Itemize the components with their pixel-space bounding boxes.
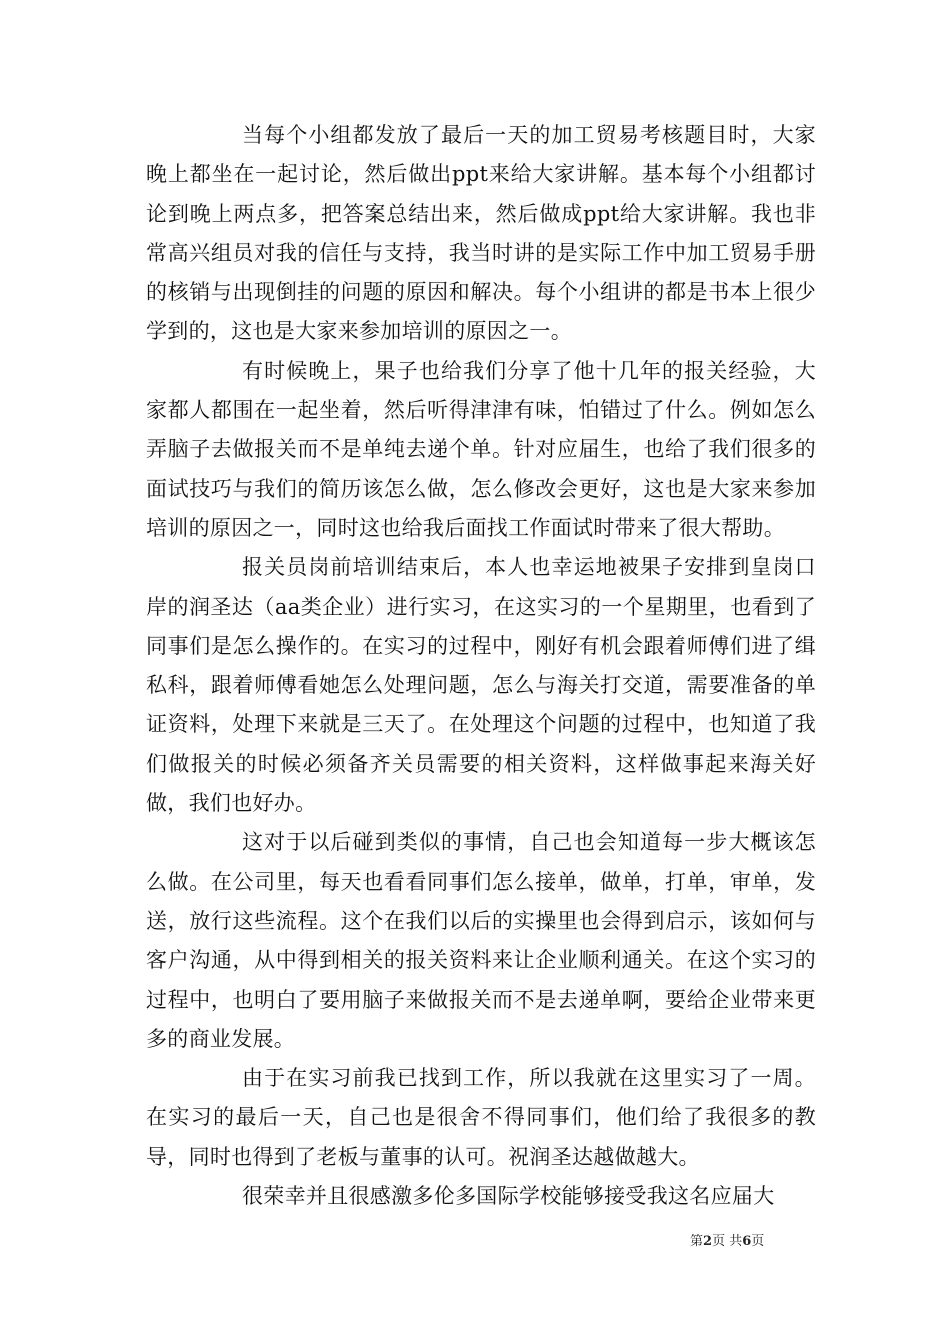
paragraph-3: 报关员岗前培训结束后，本人也幸运地被果子安排到皇岗口岸的润圣达（aa类企业）进行实习，在这实习的一个星期里，也看到了同事们是怎么操作的。在实习的过程中，刚好有机会跟着师傅们进了缉私科，跟着师傅看她怎么处理问题，怎么与海关打交道，需要准备的单证资料，处理下来就是三天了。在处理这个问题的过程中，也知道了我们做报关的时候必须备齐关员需要的相关资料，这样做事起来海关好做，我们也好办。: [146, 555, 816, 816]
paragraph-1: 当每个小组都发放了最后一天的加工贸易考核题目时，大家晚上都坐在一起讨论，然后做出ppt来给大家讲解。基本每个小组都讨论到晚上两点多，把答案总结出来，然后做成ppt给大家讲解。我也非常高兴组员对我的信任与支持，我当时讲的是实际工作中加工贸易手册的核销与出现倒挂的问题的原因和解决。每个小组讲的都是书本上很少学到的，这也是大家来参加培训的原因之一。: [146, 123, 816, 344]
footer-prefix: 第: [690, 1234, 704, 1249]
footer-suffix: 页: [751, 1234, 765, 1249]
footer-current-page: 2: [703, 1234, 713, 1249]
footer-total-pages: 6: [742, 1234, 752, 1249]
paragraph-4: 这对于以后碰到类似的事情，自己也会知道每一步大概该怎么做。在公司里，每天也看看同事们怎么接单，做单，打单，审单，发送，放行这些流程。这个在我们以后的实操里也会得到启示，该如何与客户沟通，从中得到相关的报关资料来让企业顺利通关。在这个实习的过程中，也明白了要用脑子来做报关而不是去递单啊，要给企业带来更多的商业发展。: [146, 830, 816, 1051]
paragraph-5: 由于在实习前我已找到工作，所以我就在这里实习了一周。在实习的最后一天，自己也是很舍不得同事们，他们给了我很多的教导，同时也得到了老板与董事的认可。祝润圣达越做越大。: [146, 1066, 816, 1169]
document-body: [146, 116, 816, 1216]
page-footer: [690, 1234, 820, 1250]
paragraph-6: 很荣幸并且很感激多伦多国际学校能够接受我这名应届大: [242, 1184, 775, 1209]
footer-middle: 页 共: [712, 1234, 743, 1249]
paragraph-2: 有时候晚上，果子也给我们分享了他十几年的报关经验，大家都人都围在一起坐着，然后听得津津有味，怕错过了什么。例如怎么弄脑子去做报关而不是单纯去递个单。针对应届生，也给了我们很多的面试技巧与我们的简历该怎么做，怎么修改会更好，这也是大家来参加培训的原因之一，同时这也给我后面找工作面试时带来了很大帮助。: [146, 358, 816, 540]
